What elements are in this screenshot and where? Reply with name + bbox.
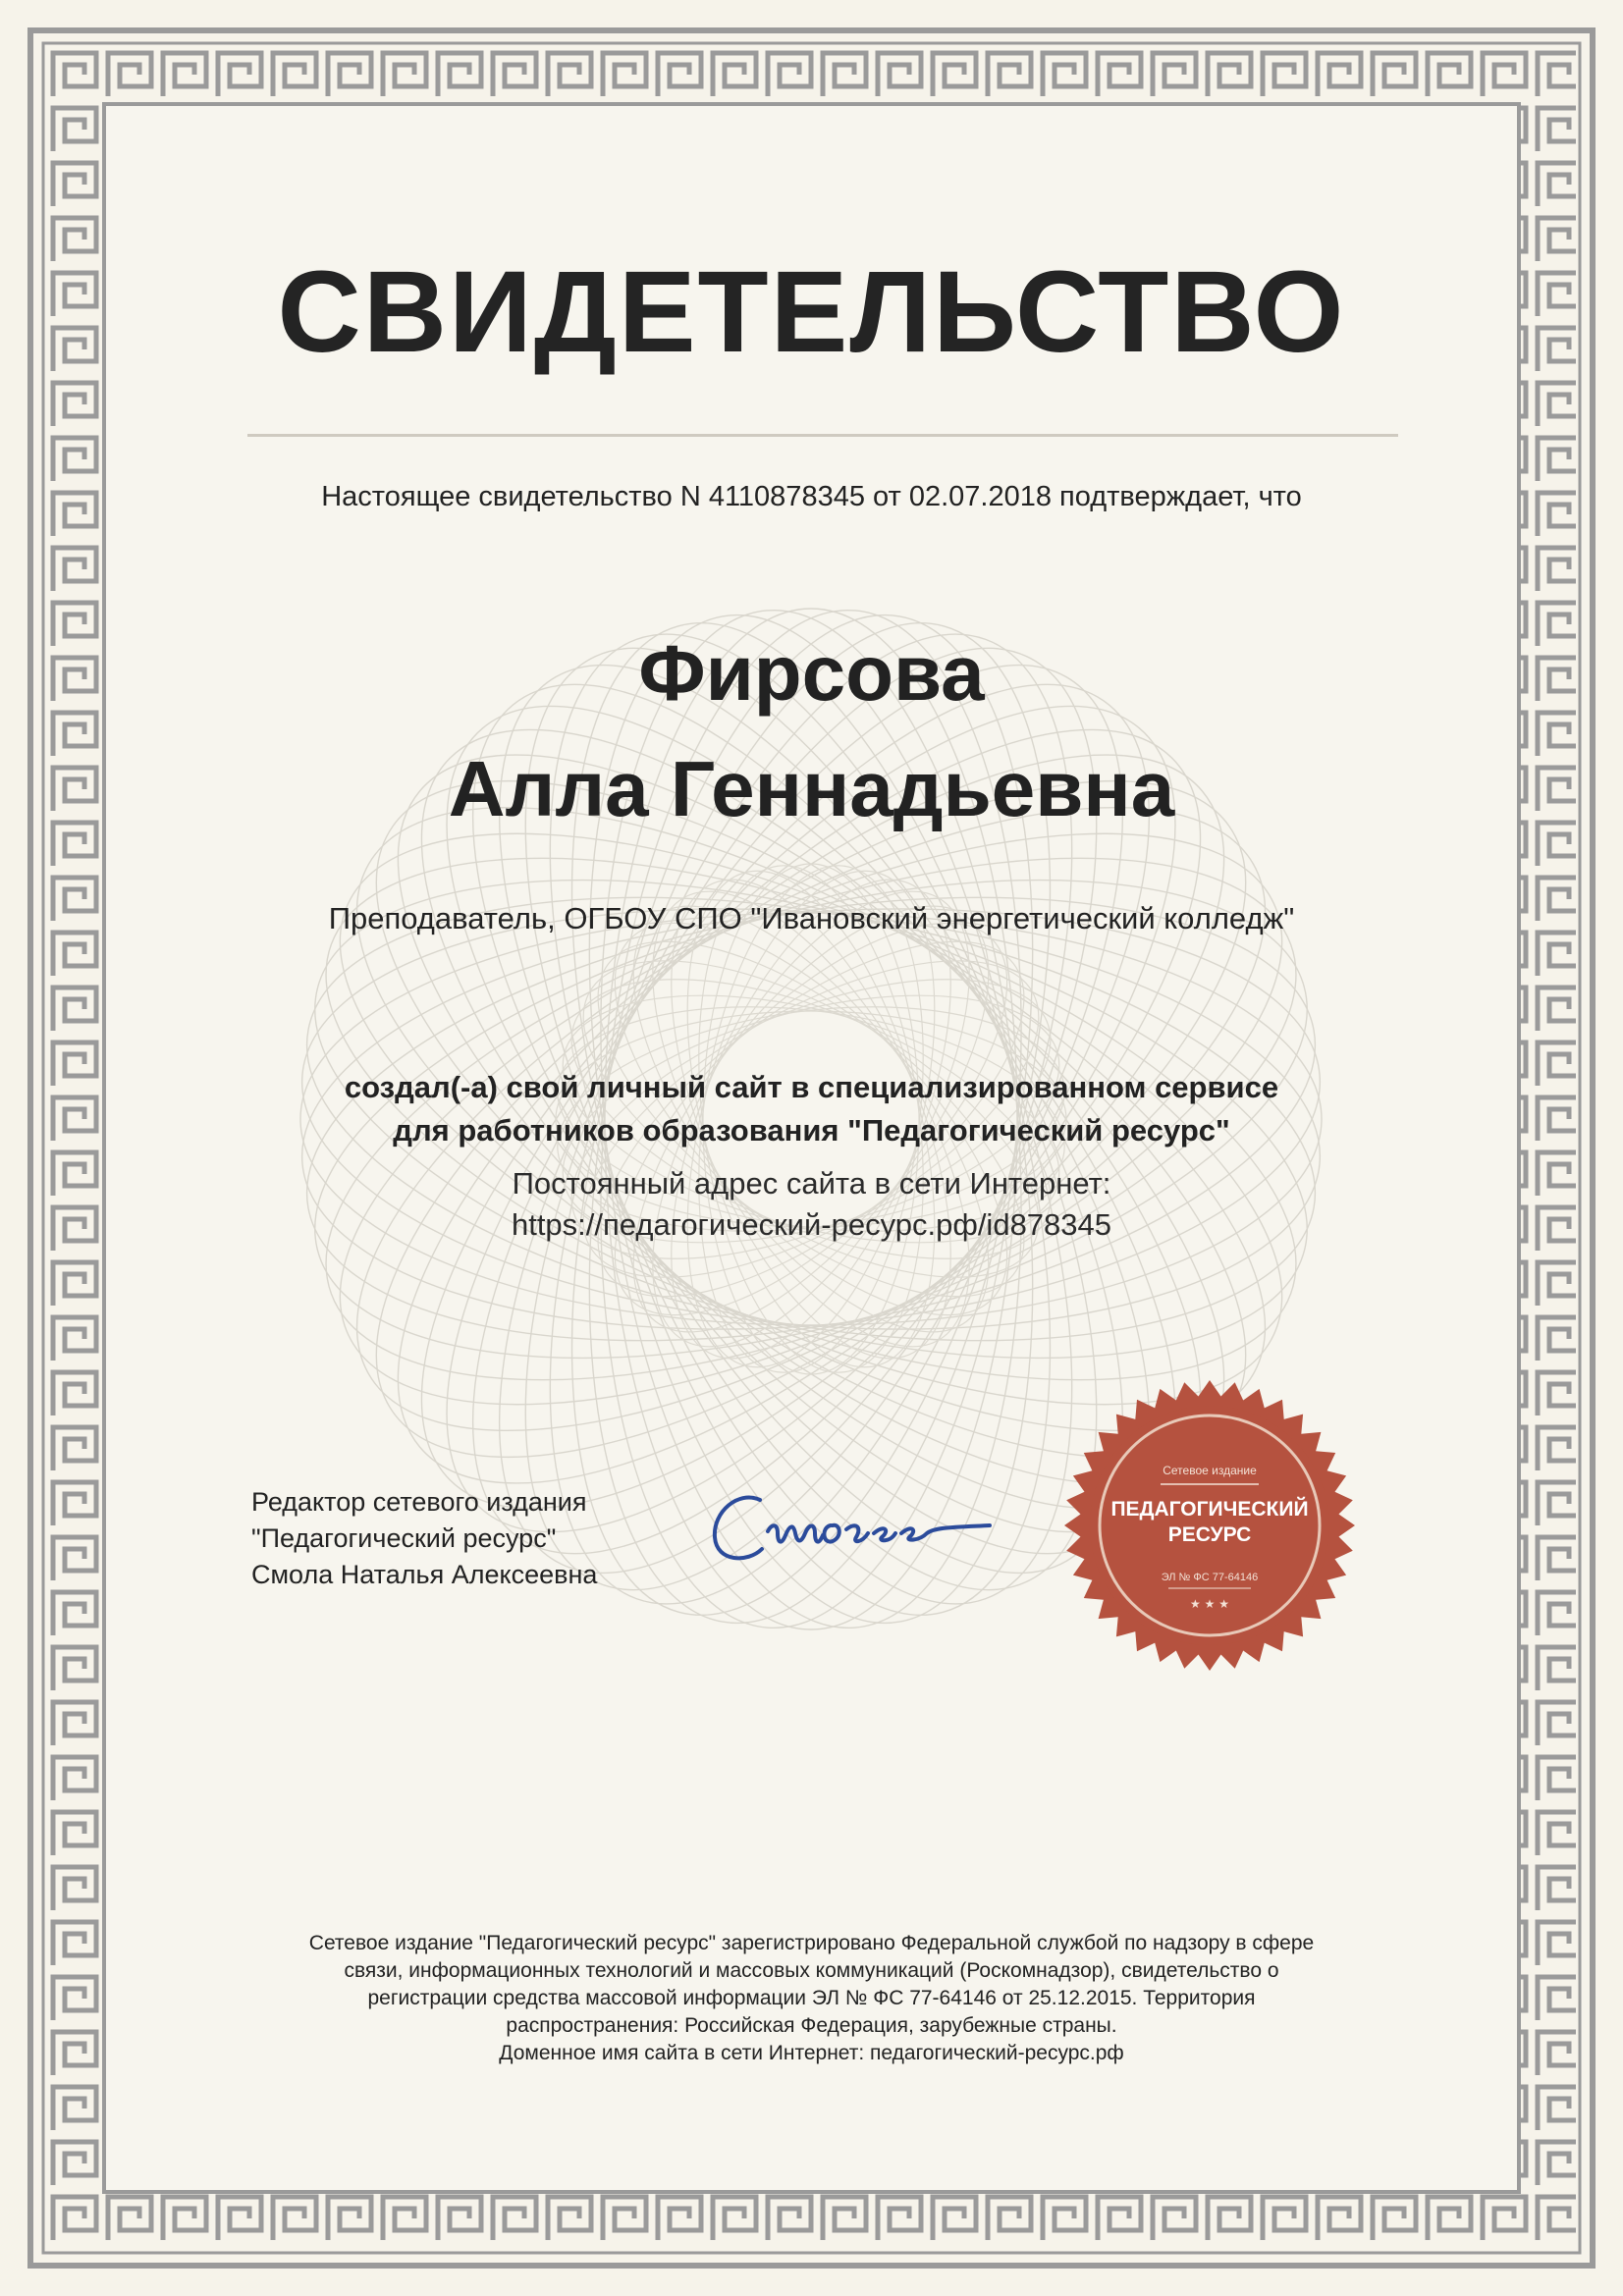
certificate-title: СВИДЕТЕЛЬСТВО	[277, 247, 1346, 377]
footer-line-4: распространения: Российская Федерация, зарубежные страны.	[506, 2014, 1117, 2037]
footer-notice	[0, 1930, 1623, 2067]
editor-line-3: Смола Наталья Алексеевна	[251, 1560, 598, 1589]
editor-line-2: "Педагогический ресурс"	[251, 1523, 557, 1553]
recipient-given-names: Алла Геннадьевна	[448, 745, 1175, 832]
address-label: Постоянный адрес сайта в сети Интернет:	[512, 1166, 1111, 1201]
footer-line-2: связи, информационных технологий и массовых коммуникаций (Роскомнадзор), свидетельство о	[344, 1959, 1279, 1982]
site-url: https://педагогический-ресурс.рф/id878345	[511, 1207, 1112, 1242]
editor-signature	[699, 1472, 1013, 1580]
seal-name-line-2: РЕСУРС	[1167, 1523, 1252, 1546]
statement-line-2: для работников образования "Педагогический ресурс"	[393, 1113, 1230, 1148]
certificate-number-line: Настоящее свидетельство N 4110878345 от 02.07.2018 подтверждает, что	[321, 481, 1302, 512]
recipient-position: Преподаватель, ОГБОУ СПО "Ивановский энергетический колледж"	[328, 901, 1295, 935]
footer-line-1: Сетевое издание "Педагогический ресурс" зарегистрировано Федеральной службой по надзору в сфере	[308, 1932, 1315, 1954]
statement-line-1: создал(-а) свой личный сайт в специализированном сервисе	[344, 1070, 1279, 1104]
recipient-surname: Фирсова	[638, 629, 985, 717]
seal-name-line-1: ПЕДАГОГИЧЕСКИЙ	[1110, 1498, 1309, 1521]
footer-line-5: Доменное имя сайта в сети Интернет: педагогический-ресурс.рф	[499, 2042, 1124, 2064]
publisher-seal	[1062, 1378, 1357, 1673]
seal-stars: ★ ★ ★	[1190, 1597, 1229, 1611]
title-divider	[247, 434, 1398, 437]
seal-registration: ЭЛ № ФС 77-64146	[1161, 1572, 1259, 1583]
editor-block	[251, 1484, 597, 1593]
footer-line-3: регистрации средства массовой информации ЭЛ № ФС 77-64146 от 25.12.2015. Территория	[367, 1987, 1256, 2009]
editor-line-1: Редактор сетевого издания	[251, 1487, 587, 1517]
seal-top-text: Сетевое издание	[1163, 1464, 1257, 1477]
